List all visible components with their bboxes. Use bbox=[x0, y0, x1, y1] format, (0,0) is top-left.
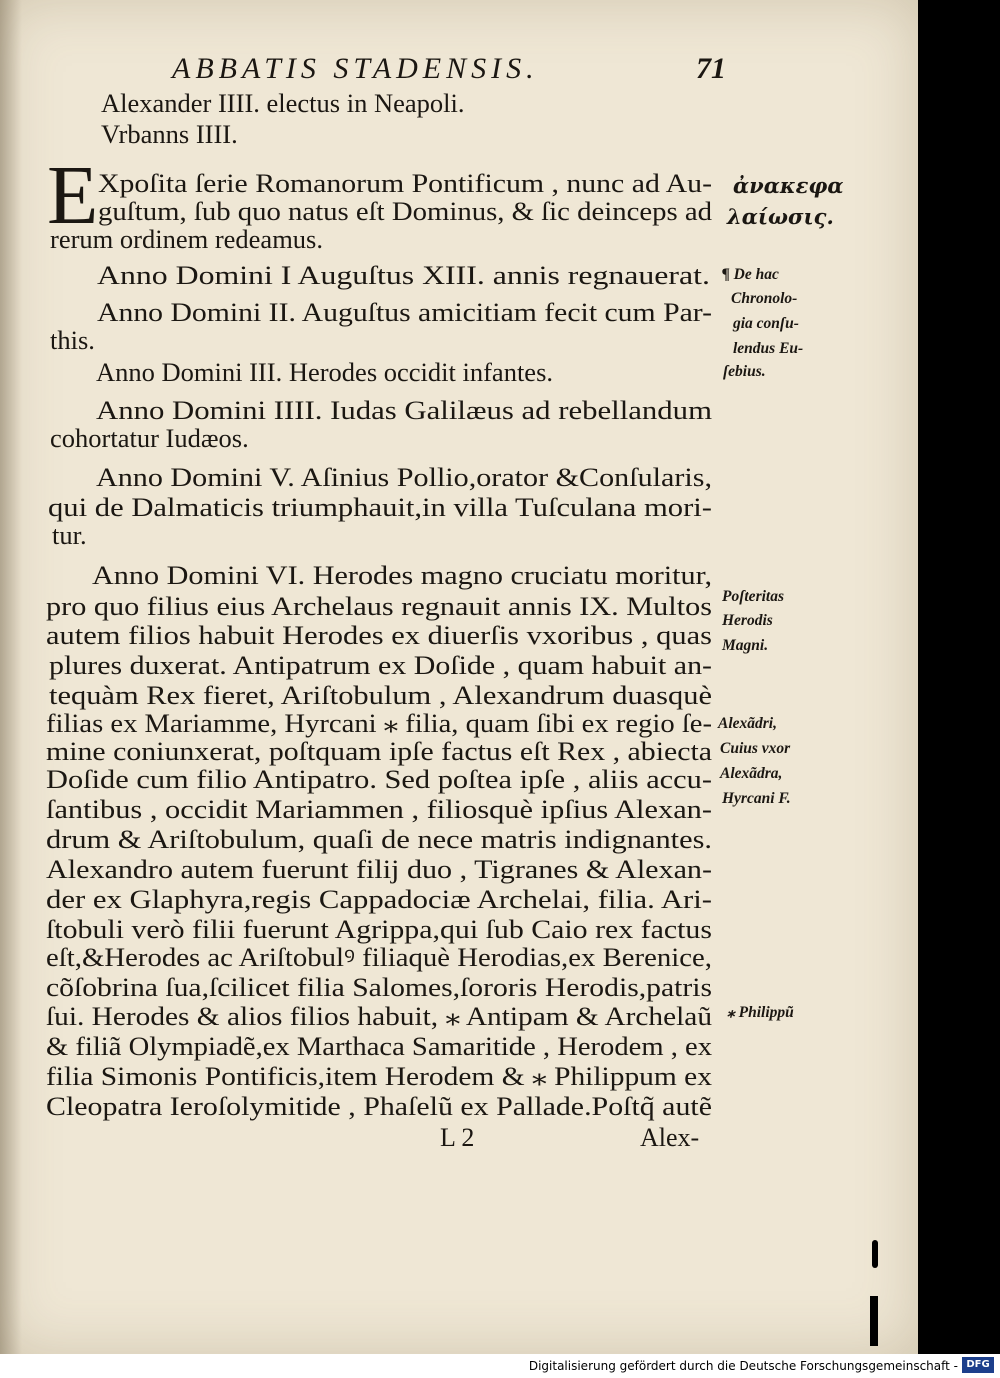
text-line: Alexandro autem fuerunt filij duo , Tigranes & Alexan- bbox=[46, 854, 712, 884]
dfg-logo: DFG bbox=[962, 1357, 994, 1373]
text-line: Anno Domini VI. Herodes magno cruciatu moritur, bbox=[92, 560, 713, 590]
marginal-note-chronologia-2: Chronolo- bbox=[731, 290, 798, 307]
text-line: autem filios habuit Herodes ex diuerſis vxoribus , quas bbox=[46, 620, 712, 650]
marginal-note-chronologia-3: gia conſu- bbox=[733, 315, 799, 332]
text-line: Anno Domini III. Herodes occidit infantes. bbox=[96, 357, 554, 387]
marginal-note-posteritas-1: Poſteritas bbox=[722, 588, 784, 605]
text-line: Alexander IIII. electus in Neapoli. bbox=[101, 88, 465, 118]
text-line: pro quo filius eius Archelaus regnauit annis IX. Multos bbox=[46, 591, 712, 621]
footer-credit: Digitalisierung gefördert durch die Deutsche Forschungsgemeinschaft - bbox=[528, 1359, 958, 1373]
marginal-note-alexandri-2: Cuius vxor bbox=[720, 740, 791, 757]
text-line: ſantibus , occidit Mariammen , filiosquè ipſius Alexan- bbox=[46, 794, 712, 824]
running-title: ABBATIS STADENSIS. bbox=[172, 52, 539, 85]
text-line: plures duxerat. Antipatrum ex Doſide , quam habuit an- bbox=[49, 650, 712, 680]
marginal-note-chronologia-5: ſebius. bbox=[723, 363, 766, 380]
marginal-note-posteritas-2: Herodis bbox=[722, 612, 773, 629]
text-line: filia Simonis Pontificis,item Herodem & ⁎ Philippum ex bbox=[46, 1061, 712, 1091]
drop-capital: E bbox=[47, 149, 99, 242]
text-line: cõſobrina ſua,ſcilicet filia Salomes,ſororis Herodis,patris bbox=[46, 972, 712, 1002]
signature-mark: L 2 bbox=[440, 1123, 475, 1152]
page-number: 71 bbox=[696, 52, 726, 85]
marginal-note-alexandri-1: Alexãdri, bbox=[718, 715, 777, 732]
text-line: rerum ordinem redeamus. bbox=[50, 224, 323, 254]
text-line: this. bbox=[50, 325, 95, 355]
text-line: der ex Glaphyra,regis Cappadociæ Archelai, filia. Ari- bbox=[46, 884, 712, 914]
text-line: Cleopatra Ieroſolymitide , Phaſelũ ex Pallade.Poſtq̃ autẽ bbox=[46, 1091, 712, 1121]
marginal-note-chronologia-1: ¶ De hac bbox=[722, 266, 779, 283]
text-line: drum & Ariſtobulum, quaſi de nece matris indignantes. bbox=[46, 824, 712, 854]
text-line: & filiã Olympiadẽ,ex Marthaca Samaritide , Herodem , ex bbox=[46, 1031, 712, 1061]
text-line: Anno Domini IIII. Iudas Galilæus ad rebellandum bbox=[96, 395, 713, 425]
text-line: ſtobuli verò filii fuerunt Agrippa,qui ſub Caio rex factus bbox=[46, 914, 712, 944]
text-line: cohortatur Iudæos. bbox=[50, 423, 249, 453]
marginal-note-alexandri-3: Alexãdra, bbox=[720, 765, 783, 782]
text-line: mine coniunxerat, poſtquam ipſe factus eſt Rex , abiecta bbox=[46, 736, 712, 766]
marginal-greek-1: ἀνακεφα bbox=[733, 173, 844, 198]
text-line: ſui. Herodes & alios filios habuit, ⁎ Antipam & Archelaũ bbox=[46, 1001, 712, 1031]
text-line: eſt,&Herodes ac Ariſtobulꝰ filiaquè Herodias,ex Berenice, bbox=[46, 942, 712, 972]
marginal-note-chronologia-4: lendus Eu- bbox=[733, 340, 804, 357]
black-mark-upper bbox=[872, 1240, 878, 1268]
text-line: Anno Domini V. Aſinius Pollio,orator &Conſularis, bbox=[96, 462, 712, 492]
catchword: Alex- bbox=[640, 1123, 700, 1152]
text-line: guſtum, ſub quo natus eſt Dominus, & ſic deinceps ad bbox=[98, 196, 712, 226]
text-line: Anno Domini I Auguſtus XIII. annis regnauerat. bbox=[97, 260, 710, 290]
marginal-greek-2: λαίωσις. bbox=[727, 204, 834, 229]
text-line: qui de Dalmaticis triumphauit,in villa Tuſculana mori- bbox=[48, 492, 712, 522]
text-line: Vrbanns IIII. bbox=[101, 119, 238, 149]
marginal-note-posteritas-3: Magni. bbox=[722, 637, 769, 654]
text-line: filias ex Mariamme, Hyrcani ⁎ filia, quam ſibi ex regio ſe- bbox=[46, 708, 712, 738]
text-line: Doſide cum filio Antipatro. Sed poſtea ipſe , aliis accu- bbox=[46, 764, 712, 794]
text-line: tequàm Rex fieret, Ariſtobulum , Alexandrum duasquè bbox=[49, 680, 712, 710]
marginal-note-philippus: ⁎ Philippũ bbox=[727, 1004, 794, 1021]
marginal-note-alexandri-4: Hyrcani F. bbox=[722, 790, 791, 807]
text-line: tur. bbox=[52, 520, 87, 550]
text-line: Xpoſita ſerie Romanorum Pontificum , nunc ad Au- bbox=[98, 168, 712, 198]
black-mark-lower bbox=[870, 1296, 878, 1346]
footer-bar bbox=[0, 1354, 1000, 1378]
text-line: Anno Domini II. Auguſtus amicitiam fecit cum Par- bbox=[97, 297, 712, 327]
